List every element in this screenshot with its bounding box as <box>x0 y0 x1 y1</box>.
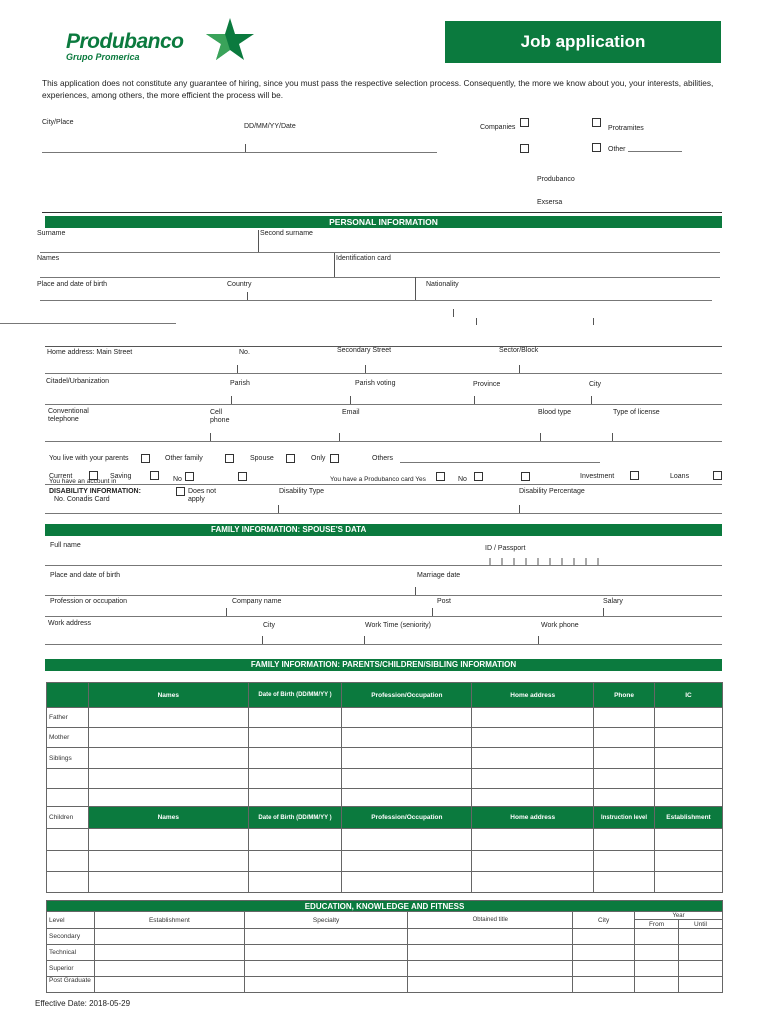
work-phone-label: Work phone <box>541 622 579 629</box>
card-no-label: No <box>458 476 467 483</box>
card-yes-checkbox[interactable] <box>436 472 445 481</box>
names-field[interactable] <box>40 277 720 278</box>
province-label: Province <box>473 381 501 388</box>
spouse-birth-field[interactable] <box>45 595 722 596</box>
company-label: Company name <box>232 598 282 605</box>
edu-col-title: Obtained title <box>408 912 573 929</box>
col-names: Names <box>88 683 248 708</box>
profession-field[interactable] <box>45 616 722 617</box>
personal-info-heading: PERSONAL INFORMATION <box>45 216 722 228</box>
account-label: You have an account in <box>49 478 117 485</box>
table-row <box>47 945 723 961</box>
table-row <box>47 748 723 769</box>
table-row <box>47 961 723 977</box>
marriage-date-label: Marriage date <box>417 572 461 579</box>
loans-checkbox[interactable] <box>713 471 722 480</box>
star-icon <box>198 16 256 62</box>
disability-field[interactable] <box>45 513 722 514</box>
current-label: Current <box>49 473 73 480</box>
disability-percentage-label: Disability Percentage <box>519 488 585 495</box>
full-name-field[interactable] <box>45 565 722 566</box>
loans-label: Loans <box>670 473 690 480</box>
brand-logo <box>66 30 184 62</box>
second-surname-label: Second surname <box>260 230 313 237</box>
others-label: Others <box>372 455 394 462</box>
birth-field[interactable] <box>40 300 712 301</box>
row-siblings: Siblings <box>47 748 89 769</box>
table-row <box>47 789 723 807</box>
edu-col-city: City <box>573 912 635 929</box>
home-address-label: Home address: Main Street <box>47 349 133 356</box>
other-family-label: Other family <box>165 455 203 462</box>
edu-col-from: From <box>635 920 679 929</box>
telephone-label: Conventional telephone <box>48 408 89 423</box>
card-label: You have a Produbanco card Yes <box>330 476 426 483</box>
names-label: Names <box>37 255 60 262</box>
salary-label: Salary <box>603 598 623 605</box>
only-label: Only <box>311 455 326 462</box>
card-extra-checkbox[interactable] <box>521 472 530 481</box>
parish-voting-label: Parish voting <box>355 380 396 387</box>
family-heading: FAMILY INFORMATION: PARENTS/CHILDREN/SIBLING INFORMATION <box>45 659 722 671</box>
email-label: Email <box>342 409 360 416</box>
edu-col-establishment: Establishment <box>94 912 244 929</box>
work-time-label: Work Time (seniority) <box>365 622 431 629</box>
license-label: Type of license <box>613 409 660 416</box>
table-row <box>47 708 723 728</box>
spouse-city-label: City <box>263 622 276 629</box>
no-label: No. <box>239 349 250 356</box>
full-name-label: Full name <box>50 542 81 549</box>
disability-type-label: Disability Type <box>279 488 325 495</box>
edu-row-superior: Superior <box>47 961 95 977</box>
child-col-instruction: Instruction level <box>594 807 655 829</box>
title-banner <box>445 21 721 63</box>
nationality-label: Nationality <box>426 281 459 288</box>
companies-label: Companies <box>480 124 516 131</box>
col-profession: Profession/Occupation <box>342 683 472 708</box>
spouse-birth-label: Place and date of birth <box>50 572 121 579</box>
row-children: Children <box>47 807 89 829</box>
produbanco-exsersa-label: Produbanco Exsersa <box>537 176 575 206</box>
other-checkbox[interactable] <box>592 143 601 152</box>
work-address-label: Work address <box>48 620 92 627</box>
disability-label: DISABILITY INFORMATION: <box>49 488 141 495</box>
surname-label: Surname <box>37 230 66 237</box>
secondary-street-label: Secondary Street <box>337 347 392 354</box>
account-no-checkbox[interactable] <box>185 472 194 481</box>
does-not-apply-label: Does not apply <box>188 488 217 503</box>
citadel-field[interactable] <box>45 404 722 405</box>
investment-label: Investment <box>580 473 615 480</box>
intro-text: This application does not constitute any guarantee of hiring, since you must pass the respective selection process. Consequently, the more we know about you, your interests, abilities, experiences, among others, the more efficient the process will be. <box>42 78 714 100</box>
live-with-label: You live with your parents <box>49 455 129 462</box>
education-table <box>46 900 723 993</box>
spouse-heading: FAMILY INFORMATION: SPOUSE'S DATA <box>45 524 722 536</box>
table-row <box>47 829 723 851</box>
card-no-checkbox[interactable] <box>474 472 483 481</box>
table-row <box>47 929 723 945</box>
edu-col-level: Level <box>47 912 95 929</box>
other-label: Other <box>608 146 626 153</box>
investment-checkbox[interactable] <box>630 471 639 480</box>
date-label: DD/MM/YY/Date <box>244 123 296 130</box>
parish-label: Parish <box>230 380 250 387</box>
protramites-label: Protramites <box>608 125 644 132</box>
protramites-checkbox[interactable] <box>592 118 601 127</box>
cell-phone-label: Cell phone <box>210 409 230 424</box>
city-place-label: City/Place <box>42 119 74 126</box>
edu-row-technical: Technical <box>47 945 95 961</box>
edu-col-specialty: Specialty <box>244 912 408 929</box>
saving-label: Saving <box>110 473 132 480</box>
edu-col-year: Year <box>635 912 723 920</box>
city-label: City <box>589 381 602 388</box>
saving-checkbox[interactable] <box>150 471 159 480</box>
child-col-address: Home address <box>472 807 594 829</box>
education-heading: EDUCATION, KNOWLEDGE AND FITNESS <box>47 901 723 912</box>
table-row <box>47 872 723 893</box>
id-passport-label: ID / Passport <box>485 545 526 552</box>
citadel-label: Citadel/Urbanization <box>46 378 110 385</box>
blood-type-label: Blood type <box>538 409 572 416</box>
edu-row-secondary: Secondary <box>47 929 95 945</box>
conadis-label: No. Conadis Card <box>54 496 110 503</box>
brand-subtitle: Grupo Promerica <box>66 52 140 62</box>
page-title: Job application <box>520 32 646 51</box>
produbanco-checkbox[interactable] <box>520 144 529 153</box>
child-col-establishment: Establishment <box>655 807 723 829</box>
others-field[interactable] <box>400 462 600 463</box>
account-no-label: No <box>173 476 182 483</box>
effective-date: Effective Date: 2018-05-29 <box>35 999 131 1008</box>
id-card-label: Identification card <box>336 255 391 262</box>
post-label: Post <box>437 598 452 605</box>
family-table <box>46 682 723 893</box>
address-field[interactable] <box>45 373 722 374</box>
surname-field[interactable] <box>40 252 720 253</box>
spouse-label: Spouse <box>250 455 274 462</box>
row-mother: Mother <box>47 728 89 748</box>
other-family-checkbox[interactable] <box>225 454 234 463</box>
col-address: Home address <box>472 683 594 708</box>
phone-field[interactable] <box>45 441 722 442</box>
companies-checkbox[interactable] <box>520 118 529 127</box>
profession-label: Profession or occupation <box>50 598 128 605</box>
does-not-apply-checkbox[interactable] <box>176 487 185 496</box>
table-row <box>47 728 723 748</box>
row-father: Father <box>47 708 89 728</box>
child-col-profession: Profession/Occupation <box>342 807 472 829</box>
col-ic: IC <box>655 683 723 708</box>
edu-row-postgraduate: Post Graduate <box>47 977 95 993</box>
parents-checkbox[interactable] <box>141 454 150 463</box>
city-date-line[interactable] <box>42 152 437 153</box>
edu-col-until: Until <box>679 920 723 929</box>
country-label: Country <box>227 281 252 288</box>
only-checkbox[interactable] <box>330 454 339 463</box>
account-extra-checkbox[interactable] <box>238 472 247 481</box>
col-dob: Date of Birth (DD/MM/YY ) <box>248 683 342 708</box>
table-row <box>47 769 723 789</box>
brand-name: Produbanco <box>66 30 184 53</box>
work-address-field[interactable] <box>45 644 722 645</box>
child-col-names: Names <box>88 807 248 829</box>
sector-block-label: Sector/Block <box>499 347 539 354</box>
spouse-checkbox[interactable] <box>286 454 295 463</box>
child-col-dob: Date of Birth (DD/MM/YY ) <box>248 807 342 829</box>
place-birth-label: Place and date of birth <box>37 281 108 288</box>
table-row <box>47 851 723 872</box>
col-phone: Phone <box>594 683 655 708</box>
table-row <box>47 977 723 993</box>
